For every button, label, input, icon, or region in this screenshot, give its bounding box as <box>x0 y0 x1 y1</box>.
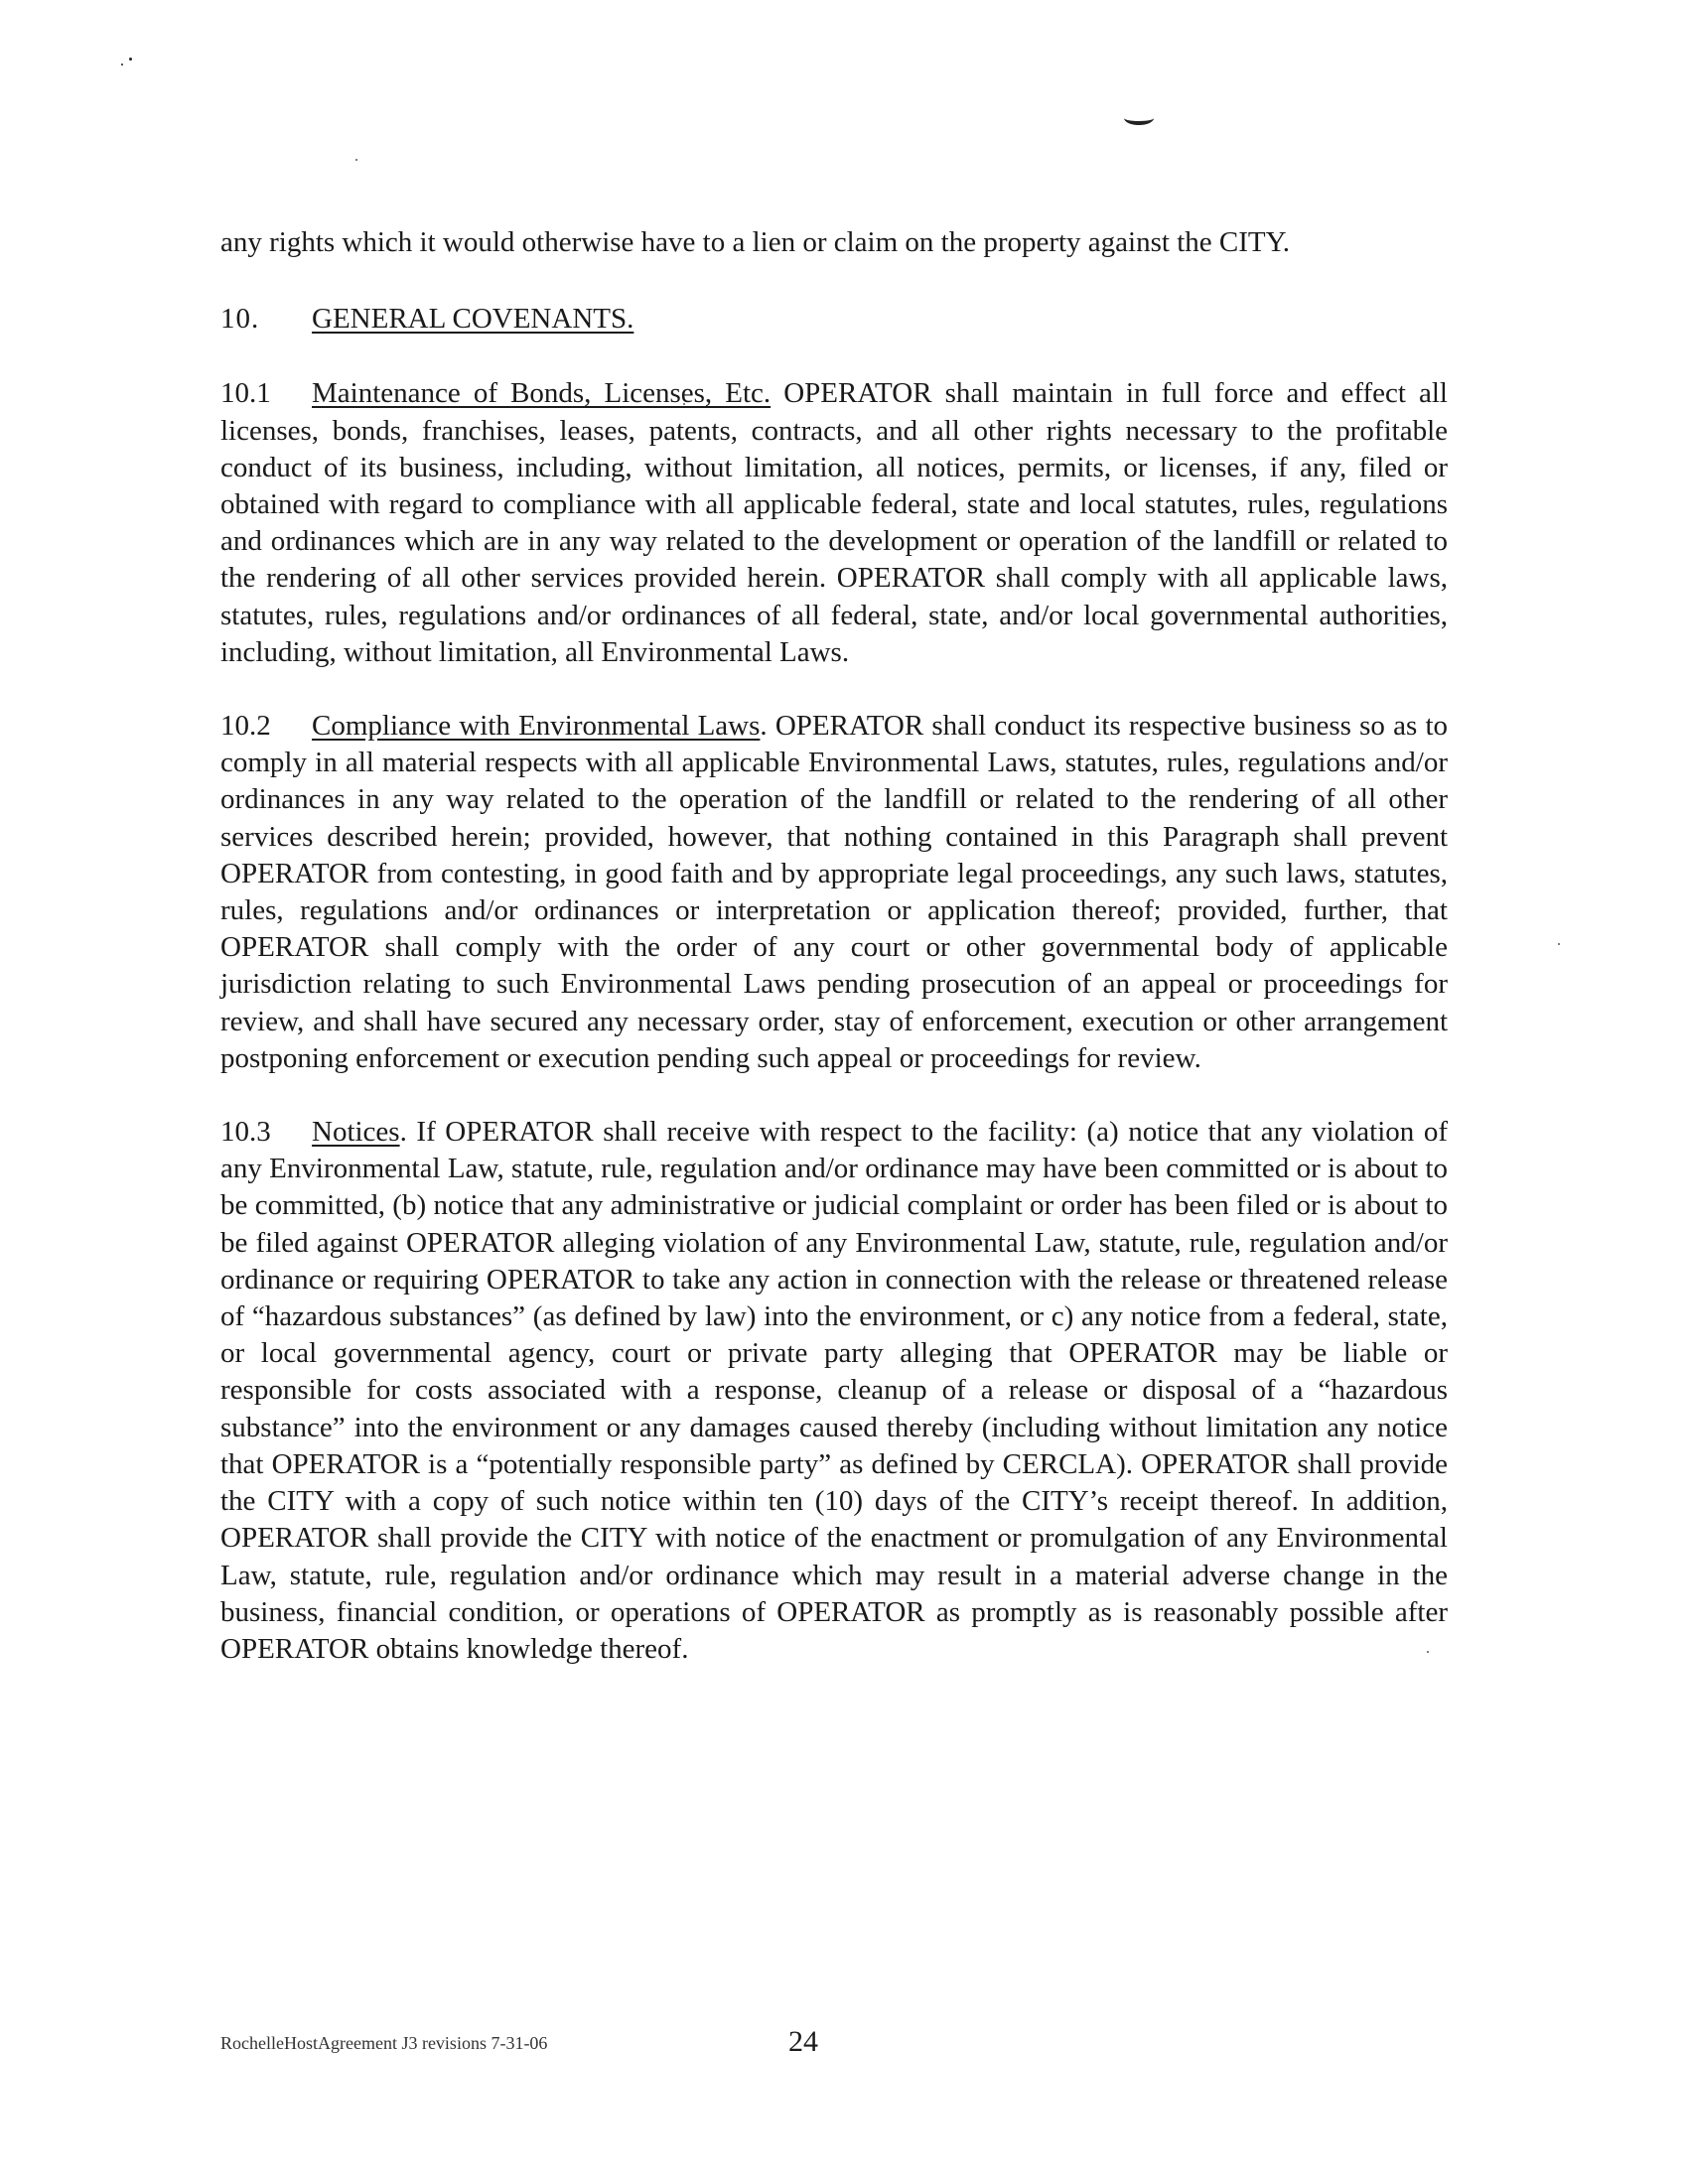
paragraph-10-2 <box>220 708 1448 1077</box>
section-heading <box>220 301 1448 338</box>
scan-speck <box>1558 943 1560 945</box>
scan-speck <box>355 159 357 161</box>
scan-speck <box>129 58 132 61</box>
footer-filename: RochelleHostAgreement J3 revisions 7-31-06 <box>220 2033 548 2053</box>
paragraph-number: 10.2 <box>220 710 271 743</box>
continuation-text: any rights which it would otherwise have to a lien or claim on the property against the CITY. <box>220 226 1291 258</box>
paragraph-heading: Notices <box>312 1116 400 1149</box>
paragraph-number: 10.1 <box>220 377 271 410</box>
paragraph-body: . If OPERATOR shall receive with respect to the facility: (a) notice that any violation of any Environmental Law, statute, rule, regulation and/or ordinance may have been committed or is about to be committed, (b) notice that any administrative or judicial complaint or order has been filed or is about to be filed against OPERATOR alleging violation of any Environmental Law, statute, rule, regulation and/or ordinance or requiring OPERATOR to take any action in connection with the release or threatened release of “hazardous substances” (as defined by law) into the environment, or c) any notice from a federal, state, or local governmental agency, court or private party alleging that OPERATOR may be liable or responsible for costs associated with a response, cleanup of a release or disposal of a “hazardous substance” into the environment or any damages caused thereby (including without limitation any notice that OPERATOR is a “potentially responsible party” as defined by CERCLA). OPERATOR shall provide the CITY with a copy of such notice within ten (10) days of the CITY’s receipt thereof. In addition, OPERATOR shall provide the CITY with notice of the enactment or promulgation of any Environmental Law, statute, rule, regulation and/or ordinance which may result in a material adverse change in the business, financial condition, or operations of OPERATOR as promptly as is reasonably possible after OPERATOR obtains knowledge thereof. <box>220 1116 1448 1665</box>
scan-mark <box>1124 111 1154 125</box>
paragraph-heading: Compliance with Environmental Laws <box>312 710 761 743</box>
section-title: GENERAL COVENANTS. <box>312 303 634 336</box>
document-body <box>220 224 1448 1705</box>
page-number: 24 <box>788 2025 818 2058</box>
paragraph-body: OPERATOR shall maintain in full force and effect all licenses, bonds, franchises, leases, patents, contracts, and all other rights necessary to the profitable conduct of its business, including, without limitation, all notices, permits, or licenses, if any, filed or obtained with regard to compliance with all applicable federal, state and local statutes, rules, regulations and ordinances which are in any way related to the development or operation of the landfill or related to the rendering of all other services provided herein. OPERATOR shall comply with all applicable laws, statutes, rules, regulations and/or ordinances of all federal, state, and/or local governmental authorities, including, without limitation, all Environmental Laws. <box>220 377 1448 668</box>
section-number: 10. <box>220 303 260 336</box>
page-footer <box>220 2025 1213 2065</box>
paragraph-heading: Maintenance of Bonds, Licenses, Etc. <box>312 377 772 410</box>
paragraph-body: . OPERATOR shall conduct its respective business so as to comply in all material respects with all applicable Environmental Laws, statutes, rules, regulations and/or ordinances in any way related to the operation of the landfill or related to the rendering of all other services described herein; provided, however, that nothing contained in this Paragraph shall prevent OPERATOR from contesting, in good faith and by appropriate legal proceedings, any such laws, statutes, rules, regulations and/or ordinances or interpretation or application thereof; provided, further, that OPERATOR shall comply with the order of any court or other governmental body of applicable jurisdiction relating to such Environmental Laws pending prosecution of an appeal or proceedings for review, and shall have secured any necessary order, stay of enforcement, execution or other arrangement postponing enforcement or execution pending such appeal or proceedings for review. <box>220 710 1449 1074</box>
scan-speck <box>121 64 123 66</box>
paragraph-10-3 <box>220 1114 1448 1668</box>
paragraph-number: 10.3 <box>220 1116 271 1149</box>
paragraph-10-1 <box>220 375 1448 671</box>
